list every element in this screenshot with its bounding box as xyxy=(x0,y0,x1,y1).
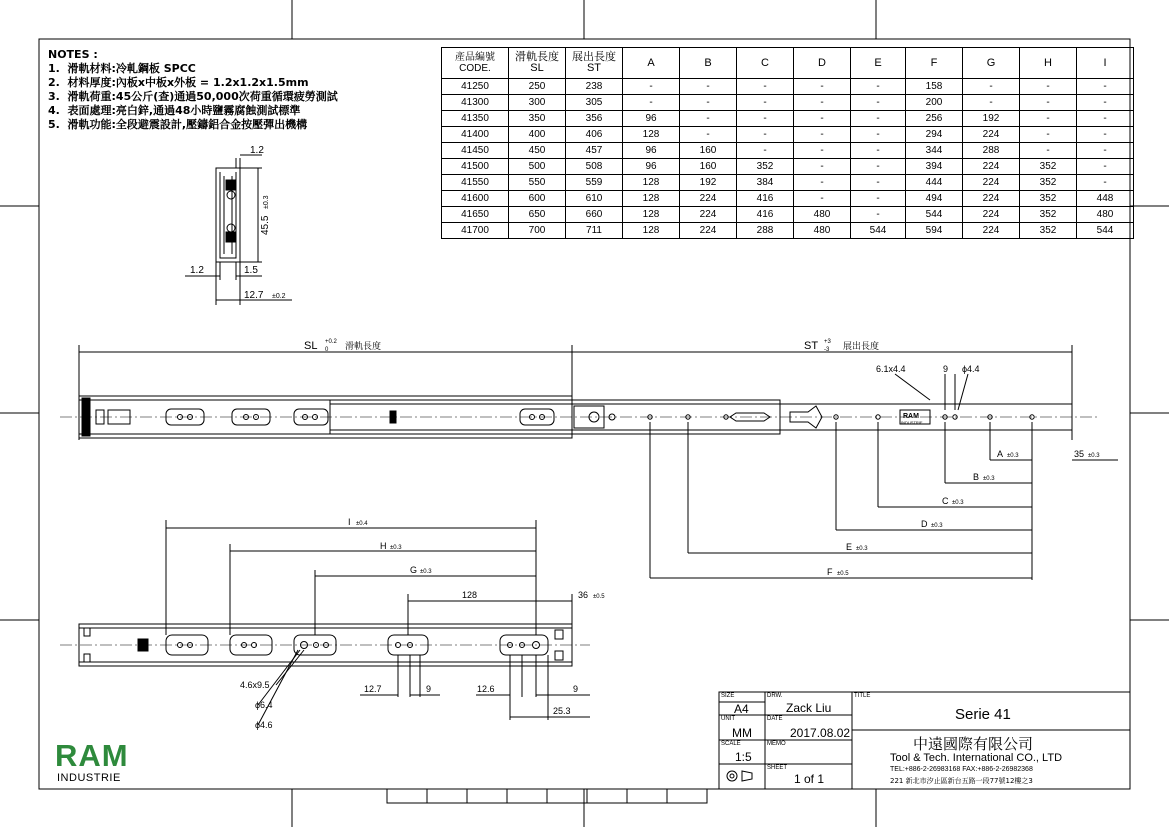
header-line-1: C xyxy=(761,56,769,69)
header-line-1: F xyxy=(930,56,938,69)
table-cell: - xyxy=(1020,111,1077,127)
projection-symbol-icon xyxy=(727,771,752,781)
table-cell: - xyxy=(1077,127,1134,143)
table-cell: 41350 xyxy=(442,111,509,127)
table-cell: 41600 xyxy=(442,191,509,207)
section-dim-right: 1.5 xyxy=(244,265,258,276)
table-cell: 660 xyxy=(566,207,623,223)
note-text: 滑軌功能:全段避震設計,壓鑄鋁合金按壓彈出機構 xyxy=(67,118,308,131)
table-cell: - xyxy=(680,95,737,111)
table-cell: - xyxy=(680,79,737,95)
table-cell: 544 xyxy=(906,207,963,223)
header-line-1: I xyxy=(1103,56,1107,69)
table-cell: 224 xyxy=(963,175,1020,191)
table-cell: 128 xyxy=(623,223,680,239)
header-line-1: D xyxy=(818,56,826,69)
table-cell: 41650 xyxy=(442,207,509,223)
note-text: 滑軌材料:冷軋鋼板 SPCC xyxy=(67,62,196,75)
notes-block xyxy=(48,48,338,132)
note-text: 材料厚度:內板x中板x外板 = 1.2x1.2x1.5mm xyxy=(67,76,309,89)
dim-end: 36 xyxy=(578,590,589,600)
dim-pitch: 128 xyxy=(462,590,478,600)
table-cell: 224 xyxy=(680,191,737,207)
section-dim-width: 12.7 xyxy=(244,290,264,301)
memo-label: MEMO xyxy=(767,741,786,747)
st-label: ST xyxy=(804,340,819,352)
table-cell: 352 xyxy=(1020,207,1077,223)
table-cell: - xyxy=(794,191,851,207)
header-line-2: SL xyxy=(530,62,544,74)
table-row xyxy=(442,143,1134,159)
table-cell: 400 xyxy=(509,127,566,143)
table-cell: 41300 xyxy=(442,95,509,111)
table-cell: 350 xyxy=(509,111,566,127)
table-header-cell xyxy=(442,48,509,79)
table-cell: 610 xyxy=(566,191,623,207)
table-cell: 41700 xyxy=(442,223,509,239)
dim-b-tol: ±0.3 xyxy=(983,476,995,482)
table-cell: 224 xyxy=(963,207,1020,223)
table-cell: 544 xyxy=(851,223,906,239)
header-line-1: E xyxy=(874,56,882,69)
title-value: Serie 41 xyxy=(955,706,1011,723)
dim-i-tol: ±0.4 xyxy=(356,521,368,527)
table-header-cell xyxy=(737,48,794,79)
table-cell: 480 xyxy=(794,223,851,239)
table-cell: 416 xyxy=(737,207,794,223)
drawn-label: DRW. xyxy=(767,693,783,699)
hole2-callout: ϕ4.6 xyxy=(255,720,273,730)
table-row xyxy=(442,95,1134,111)
stamp-sub: INDUSTRIE xyxy=(901,420,923,425)
dim-25-3: 25.3 xyxy=(553,706,571,716)
section-dim-height-tol: ±0.3 xyxy=(263,195,270,209)
title-label: TITLE xyxy=(854,693,871,699)
table-cell: 192 xyxy=(963,111,1020,127)
sheet-label: SHEET xyxy=(767,765,788,771)
table-cell: - xyxy=(851,79,906,95)
table-cell: - xyxy=(680,127,737,143)
table-cell: 457 xyxy=(566,143,623,159)
dim-f: F xyxy=(827,567,833,577)
dim-d: D xyxy=(921,519,928,529)
table-cell: 96 xyxy=(623,111,680,127)
header-line-1: G xyxy=(986,56,996,69)
table-cell: - xyxy=(963,79,1020,95)
table-cell: 356 xyxy=(566,111,623,127)
dim-g-tol: ±0.3 xyxy=(420,569,432,575)
table-cell: 96 xyxy=(623,143,680,159)
table-cell: 96 xyxy=(623,159,680,175)
table-header-cell xyxy=(794,48,851,79)
table-cell: 352 xyxy=(1020,191,1077,207)
table-cell: 444 xyxy=(906,175,963,191)
note-number: 3. xyxy=(48,90,60,103)
table-cell: - xyxy=(623,95,680,111)
table-cell: 128 xyxy=(623,175,680,191)
sl-text: 滑軌長度 xyxy=(345,341,382,351)
table-cell: 508 xyxy=(566,159,623,175)
table-cell: - xyxy=(794,143,851,159)
table-cell: 480 xyxy=(794,207,851,223)
note-number: 1. xyxy=(48,62,60,75)
unit-value: MM xyxy=(732,726,752,740)
note-number: 4. xyxy=(48,104,60,117)
table-header-cell xyxy=(851,48,906,79)
header-line-2: CODE. xyxy=(459,63,491,74)
table-cell: 300 xyxy=(509,95,566,111)
table-cell: 650 xyxy=(509,207,566,223)
dim-e: E xyxy=(846,542,853,552)
table-header-cell xyxy=(963,48,1020,79)
end-dim: 35 xyxy=(1074,449,1085,459)
header-line-1: B xyxy=(704,56,712,69)
table-cell: 494 xyxy=(906,191,963,207)
table-cell: 224 xyxy=(963,223,1020,239)
table-cell: 450 xyxy=(509,143,566,159)
table-cell: - xyxy=(851,207,906,223)
slot-callout: 4.6x9.5 xyxy=(240,680,270,690)
note-text: 滑軌荷重:45公斤(查)通過50,000次荷重循環疲勞測試 xyxy=(67,90,338,103)
dim-c: C xyxy=(942,496,949,506)
section-view xyxy=(185,155,292,305)
scale-bar xyxy=(387,789,707,803)
dim-h-tol: ±0.3 xyxy=(390,545,402,551)
scale-label: SCALE xyxy=(721,741,741,747)
table-cell: 294 xyxy=(906,127,963,143)
sl-tol-upper: +0.2 xyxy=(325,339,337,345)
table-cell: 128 xyxy=(623,127,680,143)
st-tol-upper: +3 xyxy=(824,339,831,345)
note-line xyxy=(48,90,338,104)
table-cell: - xyxy=(623,79,680,95)
table-cell: - xyxy=(737,143,794,159)
header-line-1: 滑軌長度 xyxy=(515,51,559,63)
company-addr: 221 新北市汐止區新台五路一段77號12樓之3 xyxy=(890,777,1033,785)
dim-f-tol: ±0.5 xyxy=(837,571,849,577)
table-cell: - xyxy=(794,127,851,143)
section-dim-width-tol: ±0.2 xyxy=(272,293,286,300)
st-tol-lower: -3 xyxy=(824,347,830,353)
table-cell: - xyxy=(737,127,794,143)
table-header-cell xyxy=(1077,48,1134,79)
dim-end-tol: ±0.5 xyxy=(593,594,605,600)
table-cell: 288 xyxy=(737,223,794,239)
table-cell: - xyxy=(963,95,1020,111)
table-row xyxy=(442,191,1134,207)
hole-dim: ϕ4.4 xyxy=(962,364,980,374)
table-cell: 406 xyxy=(566,127,623,143)
table-cell: 448 xyxy=(1077,191,1134,207)
table-cell: - xyxy=(737,111,794,127)
note-line xyxy=(48,62,338,76)
size-label: SIZE xyxy=(721,693,735,699)
date-label: DATE xyxy=(767,716,783,722)
table-cell: 416 xyxy=(737,191,794,207)
table-cell: - xyxy=(1020,127,1077,143)
header-line-1: 展出長度 xyxy=(572,51,616,63)
table-cell: - xyxy=(851,191,906,207)
table-cell: 480 xyxy=(1077,207,1134,223)
table-cell: 160 xyxy=(680,159,737,175)
table-cell: 224 xyxy=(680,223,737,239)
pitch-dim: 9 xyxy=(943,364,949,374)
table-cell: 41400 xyxy=(442,127,509,143)
table-cell: 238 xyxy=(566,79,623,95)
unit-label: UNIT xyxy=(721,716,735,722)
note-number: 2. xyxy=(48,76,60,89)
table-cell: - xyxy=(794,111,851,127)
table-cell: - xyxy=(680,111,737,127)
note-number: 5. xyxy=(48,118,60,131)
dim-g: G xyxy=(410,565,418,575)
table-cell: 384 xyxy=(737,175,794,191)
table-cell: - xyxy=(1020,95,1077,111)
size-value: A4 xyxy=(734,702,749,716)
dim-i: I xyxy=(348,517,351,527)
dim-c-tol: ±0.3 xyxy=(952,500,964,506)
dim-e-tol: ±0.3 xyxy=(856,546,868,552)
table-cell: 700 xyxy=(509,223,566,239)
table-cell: - xyxy=(794,79,851,95)
dim-9b: 9 xyxy=(573,684,579,694)
table-cell: - xyxy=(851,95,906,111)
table-cell: - xyxy=(1020,143,1077,159)
company-cn: 中遠國際有限公司 xyxy=(913,735,1034,753)
dim-9a: 9 xyxy=(426,684,432,694)
table-cell: 158 xyxy=(906,79,963,95)
end-dim-tol: ±0.3 xyxy=(1088,453,1100,459)
table-cell: 41450 xyxy=(442,143,509,159)
notes-heading: NOTES : xyxy=(48,48,98,61)
dim-b: B xyxy=(973,472,980,482)
table-cell: 224 xyxy=(680,207,737,223)
table-cell: - xyxy=(851,143,906,159)
table-cell: 128 xyxy=(623,191,680,207)
dim-h: H xyxy=(380,541,387,551)
table-cell: - xyxy=(794,95,851,111)
table-cell: 559 xyxy=(566,175,623,191)
table-cell: 224 xyxy=(963,159,1020,175)
side-view xyxy=(60,345,1118,580)
table-header-cell xyxy=(509,48,566,79)
dim-a: A xyxy=(997,449,1004,459)
table-cell: 200 xyxy=(906,95,963,111)
table-cell: 128 xyxy=(623,207,680,223)
table-row xyxy=(442,175,1134,191)
sl-label: SL xyxy=(304,340,318,352)
table-cell: - xyxy=(737,95,794,111)
table-cell: - xyxy=(1077,111,1134,127)
table-row xyxy=(442,223,1134,239)
table-cell: - xyxy=(1020,79,1077,95)
table-row xyxy=(442,79,1134,95)
table-cell: 594 xyxy=(906,223,963,239)
spec-table xyxy=(441,47,1134,239)
table-row xyxy=(442,111,1134,127)
table-cell: - xyxy=(851,175,906,191)
header-line-1: A xyxy=(647,56,655,69)
table-cell: 288 xyxy=(963,143,1020,159)
table-header-cell xyxy=(566,48,623,79)
dim-d-tol: ±0.3 xyxy=(931,523,943,529)
table-row xyxy=(442,127,1134,143)
table-cell: 224 xyxy=(963,191,1020,207)
table-cell: 550 xyxy=(509,175,566,191)
drawn-value: Zack Liu xyxy=(786,701,832,715)
table-cell: 41550 xyxy=(442,175,509,191)
table-cell: 544 xyxy=(1077,223,1134,239)
table-header-cell xyxy=(623,48,680,79)
section-dim-height: 45.5 xyxy=(260,215,271,235)
table-cell: - xyxy=(1077,143,1134,159)
dim-12-6: 12.6 xyxy=(477,684,495,694)
table-body xyxy=(442,79,1134,239)
table-cell: - xyxy=(1077,175,1134,191)
dim-12-7: 12.7 xyxy=(364,684,382,694)
bottom-view xyxy=(60,520,590,725)
note-text: 表面處理:亮白鋅,通過48小時鹽霧腐蝕測試標準 xyxy=(67,104,301,117)
hole1-callout: ϕ6.4 xyxy=(255,700,273,710)
section-dim-left: 1.2 xyxy=(190,265,204,276)
table-cell: 600 xyxy=(509,191,566,207)
header-line-1: 產品編號 xyxy=(455,52,495,63)
st-text: 展出長度 xyxy=(843,341,880,351)
table-header-cell xyxy=(680,48,737,79)
table-cell: - xyxy=(1077,95,1134,111)
table-header-cell xyxy=(1020,48,1077,79)
table-cell: - xyxy=(851,111,906,127)
table-cell: 500 xyxy=(509,159,566,175)
dim-a-tol: ±0.3 xyxy=(1007,453,1019,459)
table-cell: - xyxy=(851,159,906,175)
date-value: 2017.08.02 xyxy=(790,726,851,740)
sl-tol-lower: 0 xyxy=(325,347,329,353)
stamp-word: RAM xyxy=(903,413,919,420)
table-cell: 160 xyxy=(680,143,737,159)
table-cell: 352 xyxy=(1020,223,1077,239)
ram-logo xyxy=(45,740,150,785)
table-cell: 41500 xyxy=(442,159,509,175)
table-cell: 711 xyxy=(566,223,623,239)
logo-word: RAM xyxy=(55,738,129,773)
table-cell: 250 xyxy=(509,79,566,95)
table-cell: - xyxy=(737,79,794,95)
table-cell: 41250 xyxy=(442,79,509,95)
table-cell: 352 xyxy=(737,159,794,175)
scale-value: 1:5 xyxy=(735,750,752,764)
table-cell: 344 xyxy=(906,143,963,159)
table-cell: 305 xyxy=(566,95,623,111)
table-cell: 224 xyxy=(963,127,1020,143)
table-cell: - xyxy=(1077,79,1134,95)
table-cell: - xyxy=(794,159,851,175)
table-header-cell xyxy=(906,48,963,79)
table-cell: 394 xyxy=(906,159,963,175)
table-cell: - xyxy=(1077,159,1134,175)
header-line-1: H xyxy=(1044,56,1052,69)
logo-sub: INDUSTRIE xyxy=(57,772,121,784)
note-line xyxy=(48,104,338,118)
note-line xyxy=(48,76,338,90)
table-row xyxy=(442,207,1134,223)
table-cell: - xyxy=(794,175,851,191)
table-cell: 192 xyxy=(680,175,737,191)
slot-dim: 6.1x4.4 xyxy=(876,364,906,374)
table-row xyxy=(442,159,1134,175)
table-cell: 352 xyxy=(1020,175,1077,191)
header-line-2: ST xyxy=(586,62,602,74)
company-tel: TEL:+886-2-26983168 FAX:+886-2-26982368 xyxy=(890,766,1033,773)
section-dim-top: 1.2 xyxy=(250,145,264,156)
sheet-value: 1 of 1 xyxy=(794,772,825,786)
company-en: Tool & Tech. International CO., LTD xyxy=(890,752,1063,764)
table-cell: 352 xyxy=(1020,159,1077,175)
note-line xyxy=(48,118,338,132)
table-cell: 256 xyxy=(906,111,963,127)
table-cell: - xyxy=(851,127,906,143)
table-header-row xyxy=(442,48,1134,79)
